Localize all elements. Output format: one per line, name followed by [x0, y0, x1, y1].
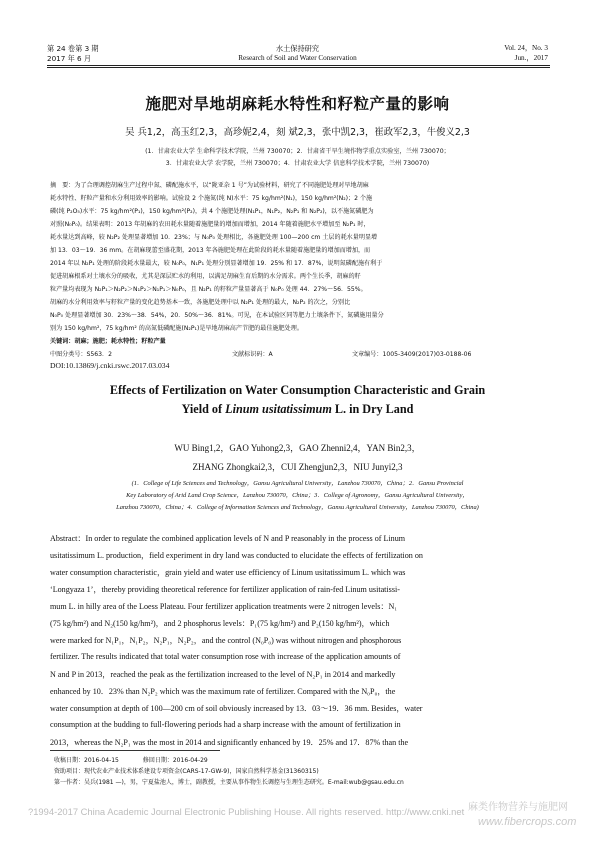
footnote-rule: [50, 750, 220, 751]
abstract-cn-line: 磷(纯 P₂O₅)水平：75 kg/hm²(P₁)，150 kg/hm²(P₂)，共 4 个施肥处理(N₁P₁，N₁P₂，N₂P₁ 和 N₂P₂)，以不施氮磷肥为: [50, 208, 374, 215]
doi: DOI:10.13869/j.cnki.rswc.2017.03.034: [50, 361, 170, 370]
abstract-en-line: 2013，whereas the N₂P₁ was the most in 2014 and significantly enhanced by 19．25% and 17．87% than the: [50, 738, 409, 747]
affiliation-en-2: Key Laboratory of Arid Land Crop Science，Lanzhou 730070，China；3．College of Agronomy，Gansu Agricultural University，: [126, 492, 469, 499]
abstract-cn-line: 别为 150 kg/hm²，75 kg/hm² 的高氮低磷配施(N₂P₁)是旱地胡麻高产节肥的最佳施肥处理。: [50, 325, 303, 332]
abstract-en-line: Abstract：In order to regulate the combined application levels of N and P reasonably in the process of Linum: [50, 534, 406, 543]
abstract-en-line: (75 kg/hm²) and N₂(150 kg/hm²)，and 2 phosphorus levels：P₁(75 kg/hm²) and P₂(150 kg/hm²)，which: [50, 619, 390, 628]
article-number: 文章编号：1005-3409(2017)03-0188-06: [352, 351, 472, 358]
abstract-en-line: enhanced by 10．23% than N₂P₂ which was the maximum rate of fertilizer. Compared with the N₀P₀，the: [50, 687, 396, 696]
footnote-funding: 资助项目：现代农业产业技术体系建设专项资金(CARS-17-GW-9)，国家自然科学基金(31360315): [54, 768, 319, 775]
abstract-en-line: water consumption at depth of 100—200 cm of soil obviously increased by 13．03～19．36 mm. Besides，water: [50, 704, 423, 713]
watermark-cn: 麻类作物营养与施肥网: [468, 802, 568, 813]
abstract-en-line: fertilizer. The results indicated that total water consumption rose with increase of the application amounts of: [50, 652, 401, 661]
footnote-author: 第一作者：吴兵(1981 —)，男，宁夏盐池人，博士，副教授，主要从事作物生长调控与生理生态研究。E-mail:wub@gsau.edu.cn: [54, 779, 404, 786]
abstract-cn-line: 摘 要：为了合理调控胡麻生产过程中氮、磷配施水平，以“陇亚杂 1 号”为试验材料，研究了不同施肥处理对旱地胡麻: [50, 182, 369, 189]
header-journal-en: Research of Soil and Water Conservation: [238, 54, 357, 62]
abstract-en-line: ‘Longyaza 1’，thereby providing theoretical reference for fertilizer application of rain-fed Linum usitatissi-: [50, 585, 400, 594]
abstract-en-line: N and P in 2013，reached the peak as the fertilization increased to the level of N₂P₁ in 2014 and markedly: [50, 670, 396, 679]
header-rule-2: [47, 67, 550, 68]
keywords-cn: 关键词：胡麻；施肥；耗水特性；籽粒产量: [50, 338, 166, 345]
title-en-suffix: L. in Dry Land: [331, 402, 414, 416]
header-volume-cn: 第 24 卷第 3 期: [47, 44, 99, 53]
abstract-cn-line: 粒产量均表现为 N₂P₁＞N₂P₂＞N₁P₂＞N₁P₁＞N₀P₀，且 N₂P₁ 的籽粒产量显著高于 N₀P₀ 处理 44．27%～56．55%。: [50, 286, 367, 293]
abstract-cn-line: 对照(N₀P₀)。结果表明：2013 年胡麻的农田耗水量随着施肥量的增加而增加，2014 年随着施肥水平增加至 N₂P₁ 时，: [50, 221, 370, 228]
header-date-en: Jun.，2017: [514, 54, 548, 62]
abstract-en-line: water consumption characteristic，grain yield and water use efficiency of Linum usitatissimum L. which was: [50, 568, 406, 577]
affiliation-cn-2: 3．甘肃农业大学 农学院，兰州 730070；4．甘肃农业大学 信息科学技术学院，兰州 730070): [165, 160, 430, 167]
document-code: 文献标识码：A: [232, 351, 273, 358]
title-en-species: Linum usitatissimum: [225, 402, 332, 416]
title-en-line-2: [0, 402, 595, 417]
abstract-cn-line: 促进胡麻根系对土壤水分的吸收，尤其是深层贮水的利用，以满足胡麻生育后期的水分需求。两个生长季，胡麻的籽: [50, 273, 361, 280]
affiliation-en-3: Lanzhou 730070，China；4．College of Information Sciences and Technology，Gansu Agricultural University，Lanzhou 730070，China): [116, 504, 479, 511]
authors-en-2: ZHANG Zhongkai2,3，CUI Zhengjun2,3，NIU Junyi2,3: [192, 462, 403, 472]
title-en-prefix: Yield of: [181, 402, 226, 416]
title-en-line-1: Effects of Fertilization on Water Consumption Characteristic and Grain: [109, 383, 486, 397]
abstract-cn-line: 2014 年以 N₂P₁ 处理的阶段耗水量最大，较 N₀P₀，N₁P₁ 处理分别显著增加 19．25% 和 17．87%，说明氮磷配施有利于: [50, 260, 383, 267]
header-volume-en: Vol. 24，No. 3: [504, 44, 548, 52]
authors-cn: 吴 兵1,2，高玉红2,3，高珍妮2,4，刻 斌2,3，张中凯2,3，崔政军2,3，牛俊义2,3: [125, 127, 470, 138]
authors-en-1: WU Bing1,2，GAO Yuhong2,3，GAO Zhenni2,4，YAN Bin2,3，: [174, 443, 421, 453]
title-cn: 施肥对旱地胡麻耗水特性和籽粒产量的影响: [145, 95, 450, 113]
header-journal-cn: 水土保持研究: [275, 44, 320, 53]
abstract-cn-line: 耗水特性、籽粒产量和水分利用效率的影响。试验设 2 个施氮(纯 N)水平：75 kg/hm²(N₁)，150 kg/hm²(N₂)；2 个施: [50, 195, 373, 202]
abstract-en-line: consumption at the budding to full-flowering periods had a sharp increase with the amount of fertilization in: [50, 720, 401, 729]
watermark-url: www.fibercrops.com: [478, 816, 577, 828]
abstract-cn-line: 耗水量达到高峰，较 N₂P₂ 处理显著增加 10．23%；与 N₀P₀ 处理相比，各施肥处理 100—200 cm 土层的耗水量明显增: [50, 234, 378, 241]
abstract-cn-line: 胡麻的水分利用效率与籽粒产量的变化趋势基本一致，各施肥处理中以 N₂P₁ 处理的最大，N₂P₂ 的次之，分别比: [50, 299, 351, 306]
classification-number: 中图分类号：S563．2: [50, 351, 113, 358]
abstract-en-line: usitatissimum L. production，field experiment in dry land was conducted to elucidate the effects of fertilization on: [50, 551, 423, 560]
header-rule: [47, 65, 550, 66]
abstract-cn-line: N₀P₀ 处理显著增加 30．23%～38．54%，20．50%～36．81%。可见，在本试验区同等肥力土壤条件下，氮磷施用量分: [50, 312, 384, 319]
affiliation-cn-1: (1．甘肃农业大学 生命科学技术学院，兰州 730070；2．甘肃省干旱生境作物学重点实验室，兰州 730070；: [145, 148, 450, 155]
abstract-en-line: mum L. in hilly area of the Loess Plateau. Four fertilizer application treatments were 2 nitrogen levels：N₁: [50, 602, 398, 611]
header-date-cn: 2017 年 6 月: [47, 54, 92, 63]
affiliation-en-1: (1．College of Life Sciences and Technology，Gansu Agricultural University，Lanzhou 730070，China；2．Gansu Provincial: [131, 480, 464, 487]
abstract-en-line: were marked for N₁P₁，N₁P₂，N₂P₁，N₂P₂，and the control (N₀P₀) was without nitrogen and phosphorous: [50, 636, 402, 645]
footnote-dates: 收稿日期：2016-04-15 修回日期：2016-04-29: [54, 757, 208, 764]
abstract-cn-line: 加 13．03～19．36 mm。在胡麻现蕾至盛花期，2013 年各施肥处理在此阶段的耗水量随着施肥量的增加而增加，而: [50, 247, 371, 254]
copyright-line: ?1994-2017 China Academic Journal Electronic Publishing House. All rights reserved. http://www.cnki.net: [28, 806, 465, 817]
